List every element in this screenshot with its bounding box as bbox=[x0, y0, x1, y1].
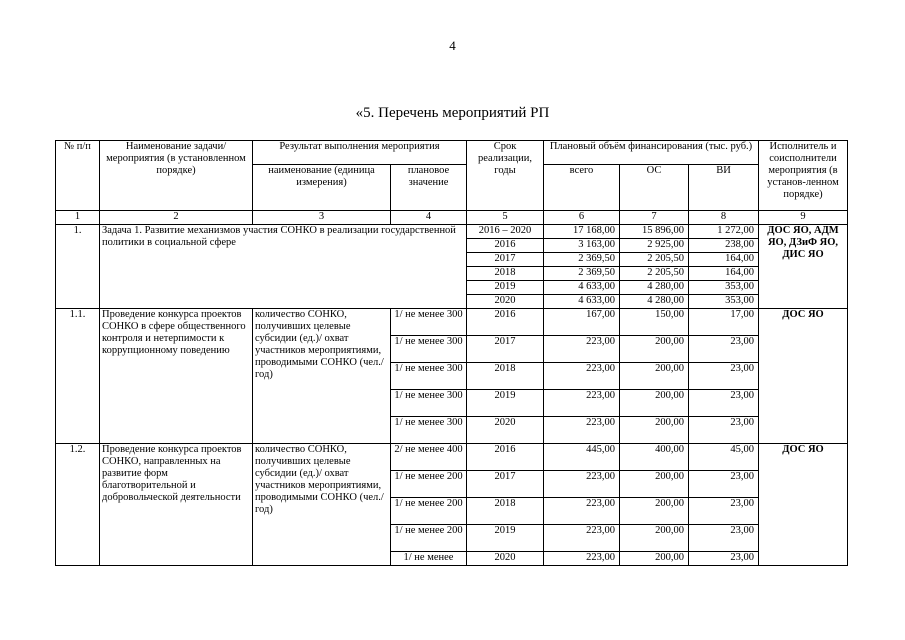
task1-text: Задача 1. Развитие механизмов участия СОНКО в реализации государственной политики в социальной сфере bbox=[100, 225, 467, 309]
planned-value-cell: 1/ не менее 200 bbox=[391, 471, 467, 498]
total-cell: 167,00 bbox=[544, 309, 620, 336]
header-task: Наименование задачи/мероприятия (в установленном порядке) bbox=[100, 141, 253, 211]
vi-cell: 23,00 bbox=[689, 363, 759, 390]
total-cell: 223,00 bbox=[544, 471, 620, 498]
vi-cell: 23,00 bbox=[689, 525, 759, 552]
item11-num: 1.1. bbox=[56, 309, 100, 444]
vi-cell: 164,00 bbox=[689, 253, 759, 267]
header-os: ОС bbox=[620, 165, 689, 211]
total-cell: 17 168,00 bbox=[544, 225, 620, 239]
vi-cell: 23,00 bbox=[689, 552, 759, 566]
year-cell: 2016 bbox=[467, 444, 544, 471]
task1-num: 1. bbox=[56, 225, 100, 309]
os-cell: 2 925,00 bbox=[620, 239, 689, 253]
os-cell: 200,00 bbox=[620, 417, 689, 444]
total-cell: 2 369,50 bbox=[544, 267, 620, 281]
header-result: Результат выполнения мероприятия bbox=[253, 141, 467, 165]
total-cell: 3 163,00 bbox=[544, 239, 620, 253]
year-cell: 2016 bbox=[467, 309, 544, 336]
os-cell: 4 280,00 bbox=[620, 281, 689, 295]
col-number: 6 bbox=[544, 211, 620, 225]
vi-cell: 17,00 bbox=[689, 309, 759, 336]
header-result-value: плановое значение bbox=[391, 165, 467, 211]
col-number: 8 bbox=[689, 211, 759, 225]
total-cell: 2 369,50 bbox=[544, 253, 620, 267]
vi-cell: 1 272,00 bbox=[689, 225, 759, 239]
header-period: Срок реализации, годы bbox=[467, 141, 544, 211]
os-cell: 200,00 bbox=[620, 336, 689, 363]
total-cell: 223,00 bbox=[544, 552, 620, 566]
os-cell: 4 280,00 bbox=[620, 295, 689, 309]
year-cell: 2016 – 2020 bbox=[467, 225, 544, 239]
total-cell: 223,00 bbox=[544, 390, 620, 417]
planned-value-cell: 1/ не менее 300 bbox=[391, 336, 467, 363]
vi-cell: 238,00 bbox=[689, 239, 759, 253]
os-cell: 200,00 bbox=[620, 363, 689, 390]
item12-executor: ДОС ЯО bbox=[759, 444, 848, 566]
os-cell: 2 205,50 bbox=[620, 253, 689, 267]
page-number: 4 bbox=[449, 38, 456, 53]
col-number: 9 bbox=[759, 211, 848, 225]
section-title: «5. Перечень мероприятий РП bbox=[355, 105, 550, 121]
header-result-name: наименование (единица измерения) bbox=[253, 165, 391, 211]
header-executor: Исполнитель и соисполнители мероприятия (в установ-ленном порядке) bbox=[759, 141, 848, 211]
total-cell: 223,00 bbox=[544, 498, 620, 525]
column-numbers-row bbox=[56, 211, 848, 225]
os-cell: 15 896,00 bbox=[620, 225, 689, 239]
planned-value-cell: 1/ не менее 300 bbox=[391, 309, 467, 336]
vi-cell: 45,00 bbox=[689, 444, 759, 471]
os-cell: 400,00 bbox=[620, 444, 689, 471]
planned-value-cell: 2/ не менее 400 bbox=[391, 444, 467, 471]
item12-num: 1.2. bbox=[56, 444, 100, 566]
vi-cell: 23,00 bbox=[689, 336, 759, 363]
col-number: 5 bbox=[467, 211, 544, 225]
year-cell: 2020 bbox=[467, 552, 544, 566]
item12-indicator: количество СОНКО, получивших целевые субсидии (ед.)/ охват участников мероприятиями, проводимыми СОНКО (чел./ год) bbox=[253, 444, 391, 566]
planned-value-cell: 1/ не менее 300 bbox=[391, 417, 467, 444]
vi-cell: 164,00 bbox=[689, 267, 759, 281]
planned-value-cell: 1/ не менее 200 bbox=[391, 498, 467, 525]
year-cell: 2020 bbox=[467, 417, 544, 444]
total-cell: 223,00 bbox=[544, 336, 620, 363]
task1-executor: ДОС ЯО, АДМ ЯО, ДЗиФ ЯО, ДИС ЯО bbox=[759, 225, 848, 309]
header-total: всего bbox=[544, 165, 620, 211]
header-vi: ВИ bbox=[689, 165, 759, 211]
total-cell: 223,00 bbox=[544, 363, 620, 390]
year-cell: 2018 bbox=[467, 267, 544, 281]
item11-executor: ДОС ЯО bbox=[759, 309, 848, 444]
vi-cell: 353,00 bbox=[689, 281, 759, 295]
item11-text: Проведение конкурса проектов СОНКО в сфере общественного контроля и нетерпимости к коррупционному поведению bbox=[100, 309, 253, 444]
os-cell: 2 205,50 bbox=[620, 267, 689, 281]
year-cell: 2019 bbox=[467, 390, 544, 417]
vi-cell: 23,00 bbox=[689, 498, 759, 525]
col-number: 1 bbox=[56, 211, 100, 225]
vi-cell: 23,00 bbox=[689, 390, 759, 417]
col-number: 2 bbox=[100, 211, 253, 225]
vi-cell: 353,00 bbox=[689, 295, 759, 309]
item11-indicator: количество СОНКО, получивших целевые субсидии (ед.)/ охват участников мероприятиями, проводимыми СОНКО (чел./ год) bbox=[253, 309, 391, 444]
vi-cell: 23,00 bbox=[689, 471, 759, 498]
year-cell: 2017 bbox=[467, 253, 544, 267]
vi-cell: 23,00 bbox=[689, 417, 759, 444]
total-cell: 223,00 bbox=[544, 417, 620, 444]
col-number: 3 bbox=[253, 211, 391, 225]
os-cell: 150,00 bbox=[620, 309, 689, 336]
total-cell: 4 633,00 bbox=[544, 281, 620, 295]
table-row bbox=[56, 225, 848, 239]
activities-table bbox=[55, 140, 848, 566]
planned-value-cell: 1/ не менее 300 bbox=[391, 363, 467, 390]
os-cell: 200,00 bbox=[620, 471, 689, 498]
os-cell: 200,00 bbox=[620, 525, 689, 552]
year-cell: 2018 bbox=[467, 363, 544, 390]
year-cell: 2017 bbox=[467, 471, 544, 498]
col-number: 7 bbox=[620, 211, 689, 225]
table-row bbox=[56, 309, 848, 336]
planned-value-cell: 1/ не менее 300 bbox=[391, 390, 467, 417]
item12-text: Проведение конкурса проектов СОНКО, направленных на развитие форм благотворительной и добровольческой деятельности bbox=[100, 444, 253, 566]
year-cell: 2016 bbox=[467, 239, 544, 253]
os-cell: 200,00 bbox=[620, 390, 689, 417]
header-num: № п/п bbox=[56, 141, 100, 211]
total-cell: 4 633,00 bbox=[544, 295, 620, 309]
year-cell: 2018 bbox=[467, 498, 544, 525]
planned-value-cell: 1/ не менее bbox=[391, 552, 467, 566]
year-cell: 2019 bbox=[467, 281, 544, 295]
os-cell: 200,00 bbox=[620, 498, 689, 525]
table-row bbox=[56, 444, 848, 471]
os-cell: 200,00 bbox=[620, 552, 689, 566]
total-cell: 445,00 bbox=[544, 444, 620, 471]
header-finance: Плановый объём финансирования (тыс. руб.) bbox=[544, 141, 759, 165]
col-number: 4 bbox=[391, 211, 467, 225]
year-cell: 2020 bbox=[467, 295, 544, 309]
planned-value-cell: 1/ не менее 200 bbox=[391, 525, 467, 552]
total-cell: 223,00 bbox=[544, 525, 620, 552]
year-cell: 2017 bbox=[467, 336, 544, 363]
year-cell: 2019 bbox=[467, 525, 544, 552]
